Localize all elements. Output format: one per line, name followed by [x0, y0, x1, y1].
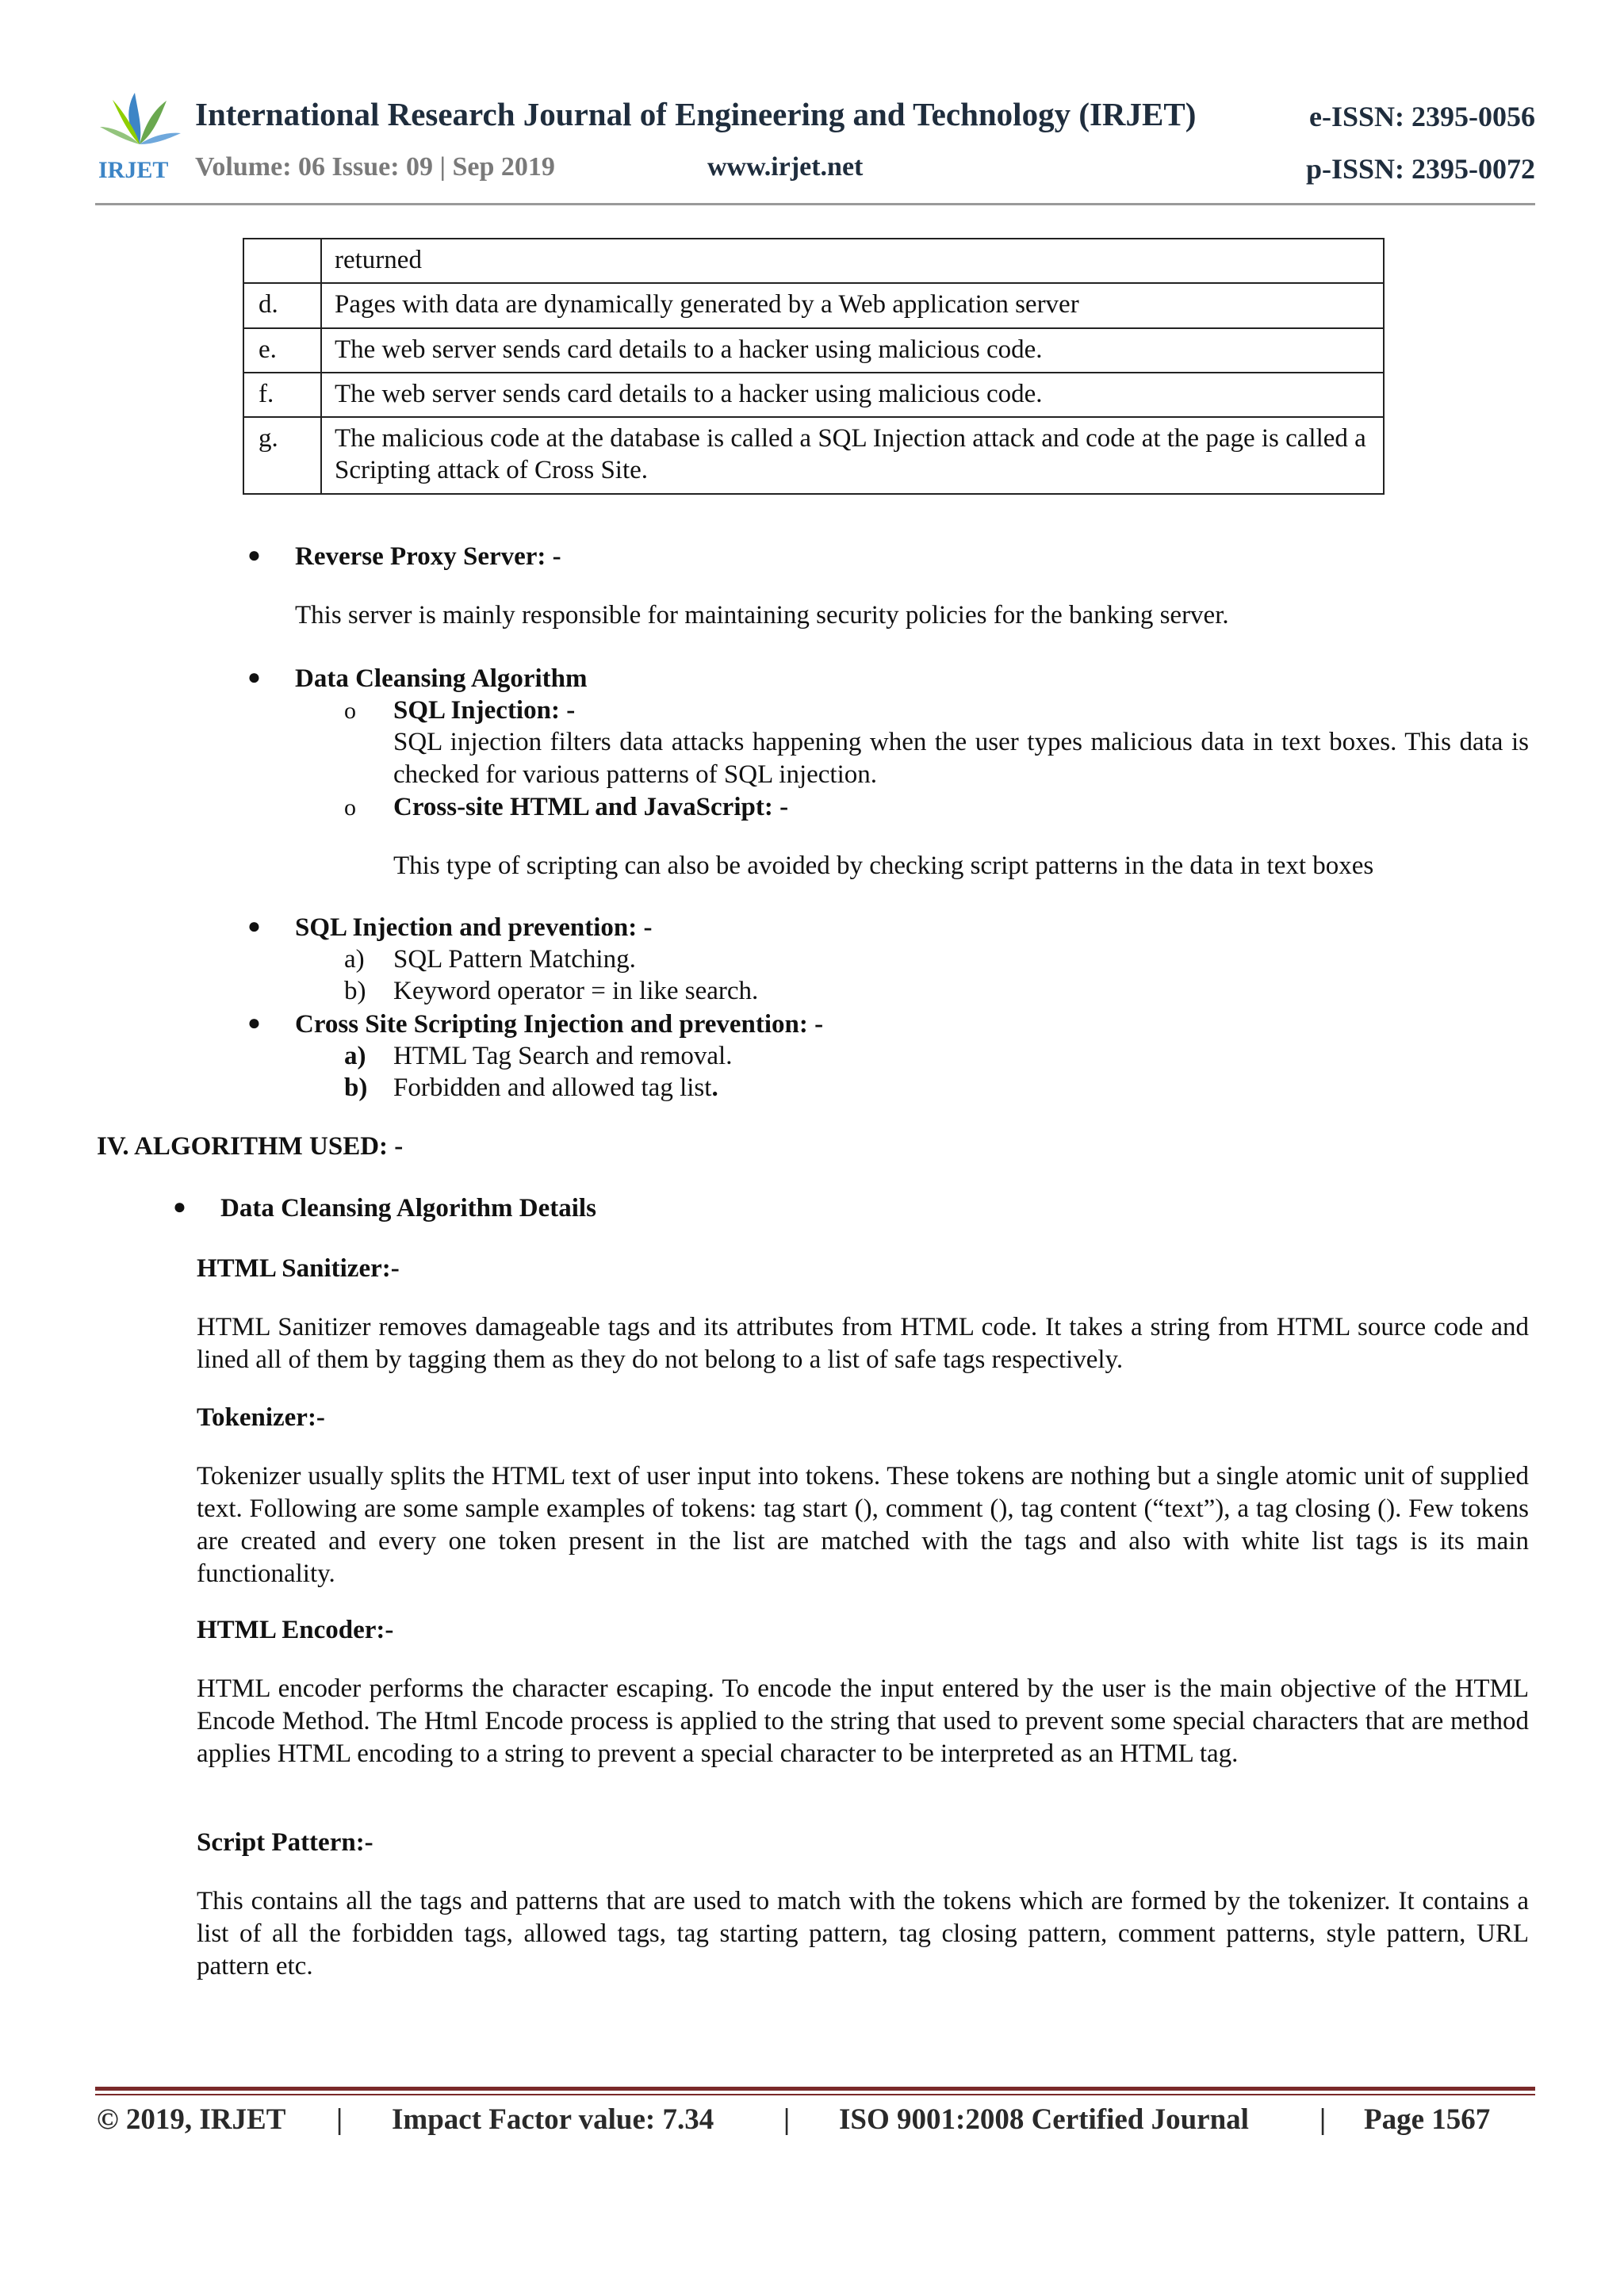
list-item — [393, 1072, 718, 1104]
footer-separator: | — [1320, 2103, 1327, 2136]
row-label: d. — [243, 283, 321, 327]
section-title: IV. ALGORITHM USED: - — [97, 1132, 404, 1161]
circle-bullet-icon: o — [344, 698, 356, 724]
row-text: returned — [321, 239, 1384, 283]
html-sanitizer-heading: HTML Sanitizer:- — [197, 1254, 400, 1283]
table-row — [243, 328, 1384, 373]
xss-text: This type of scripting can also be avoided by checking script patterns in the data in text boxes — [393, 851, 1374, 880]
e-issn: e-ISSN: 2395-0056 — [1309, 101, 1535, 132]
bullet-icon: ● — [247, 665, 261, 690]
footer-copyright: © 2019, IRJET — [97, 2103, 286, 2136]
bullet-icon: ● — [173, 1195, 186, 1219]
row-text: The web server sends card details to a hacker using malicious code. — [321, 328, 1384, 373]
sql-prevention-heading: SQL Injection and prevention: - — [295, 913, 653, 942]
list-marker: a) — [344, 1042, 366, 1070]
row-label: e. — [243, 328, 321, 373]
html-encoder-text: HTML encoder performs the character escaping. To encode the input entered by the user is the main objective of the HTML Encode Method. The Html Encode process is applied to the string that used to prevent some special characters that are method applies HTML encoding to a string to prevent a special character to be interpreted as an HTML tag. — [197, 1674, 1529, 1768]
row-text: Pages with data are dynamically generated by a Web application server — [321, 283, 1384, 327]
xss-heading: Cross-site HTML and JavaScript: - — [393, 793, 789, 821]
html-encoder-heading: HTML Encoder:- — [197, 1616, 394, 1644]
footer-iso: ISO 9001:2008 Certified Journal — [839, 2103, 1249, 2136]
row-text: The web server sends card details to a hacker using malicious code. — [321, 373, 1384, 417]
table-row — [243, 283, 1384, 327]
reverse-proxy-heading: Reverse Proxy Server: - — [295, 542, 561, 571]
row-label: f. — [243, 373, 321, 417]
process-steps-table — [243, 238, 1385, 495]
p-issn: p-ISSN: 2395-0072 — [1305, 153, 1535, 185]
html-sanitizer-text: HTML Sanitizer removes damageable tags and its attributes from HTML code. It takes a string from HTML source code and lined all of them by tagging them as they do not belong to a list of safe tags respectively. — [197, 1313, 1529, 1374]
footer-impact-factor: Impact Factor value: 7.34 — [392, 2103, 714, 2136]
data-cleansing-heading: Data Cleansing Algorithm — [295, 664, 588, 693]
logo-leaves-icon — [100, 93, 181, 144]
svg-text:IRJET: IRJET — [98, 157, 169, 183]
list-item: HTML Tag Search and removal. — [393, 1042, 733, 1070]
journal-website: www.irjet.net — [707, 152, 864, 182]
table-row — [243, 417, 1384, 494]
list-marker: b) — [344, 1073, 368, 1102]
list-marker: b) — [344, 977, 366, 1005]
row-text: The malicious code at the database is called a SQL Injection attack and code at the page is called a Scripting attack of Cross Site. — [321, 417, 1384, 494]
reverse-proxy-text: This server is mainly responsible for maintaining security policies for the banking server. — [295, 601, 1229, 629]
list-item-period: . — [711, 1073, 718, 1102]
tokenizer-heading: Tokenizer:- — [197, 1403, 325, 1432]
row-label: g. — [243, 417, 321, 494]
table-row — [243, 239, 1384, 283]
footer-separator: | — [783, 2103, 791, 2136]
sql-injection-text: SQL injection filters data attacks happening when the user types malicious data in text boxes. This data is checked for various patterns of SQL injection. — [393, 728, 1529, 789]
script-pattern-heading: Script Pattern:- — [197, 1828, 373, 1857]
algorithm-bullet: Data Cleansing Algorithm Details — [220, 1194, 596, 1223]
sql-injection-heading: SQL Injection: - — [393, 696, 576, 725]
header-divider — [95, 203, 1535, 205]
bullet-icon: ● — [247, 543, 261, 568]
table-body — [243, 239, 1384, 494]
tokenizer-text: Tokenizer usually splits the HTML text of user input into tokens. These tokens are nothing but a single atomic unit of supplied text. Following are some sample examples of tokens: tag start (), comment (), tag content (“text”), a tag closing (). Few tokens are created and every one token present in the list are matched with the tags and also with white list tags is its main functionality. — [197, 1462, 1529, 1588]
footer-page-number: Page 1567 — [1364, 2103, 1491, 2136]
xss-prevention-heading: Cross Site Scripting Injection and prevention: - — [295, 1010, 824, 1039]
volume-issue: Volume: 06 Issue: 09 | Sep 2019 — [195, 152, 555, 182]
journal-title: International Research Journal of Engineering and Technology (IRJET) — [195, 96, 1197, 132]
irjet-logo — [95, 89, 184, 184]
row-label — [243, 239, 321, 283]
script-pattern-text: This contains all the tags and patterns that are used to match with the tokens which are formed by the tokenizer. It contains a list of all the forbidden tags, allowed tags, tag starting pattern, tag closing pattern, comment patterns, style pattern, URL pattern etc. — [197, 1887, 1529, 1980]
table-row — [243, 373, 1384, 417]
list-marker: a) — [344, 945, 365, 974]
footer-divider-thin — [95, 2094, 1535, 2095]
footer-separator: | — [336, 2103, 343, 2136]
bullet-icon: ● — [247, 1011, 261, 1035]
circle-bullet-icon: o — [344, 794, 356, 821]
footer-divider — [95, 2087, 1535, 2091]
list-item: Keyword operator = in like search. — [393, 977, 759, 1005]
list-item: SQL Pattern Matching. — [393, 945, 636, 974]
bullet-icon: ● — [247, 914, 261, 939]
list-item-text: Forbidden and allowed tag list — [393, 1073, 712, 1102]
